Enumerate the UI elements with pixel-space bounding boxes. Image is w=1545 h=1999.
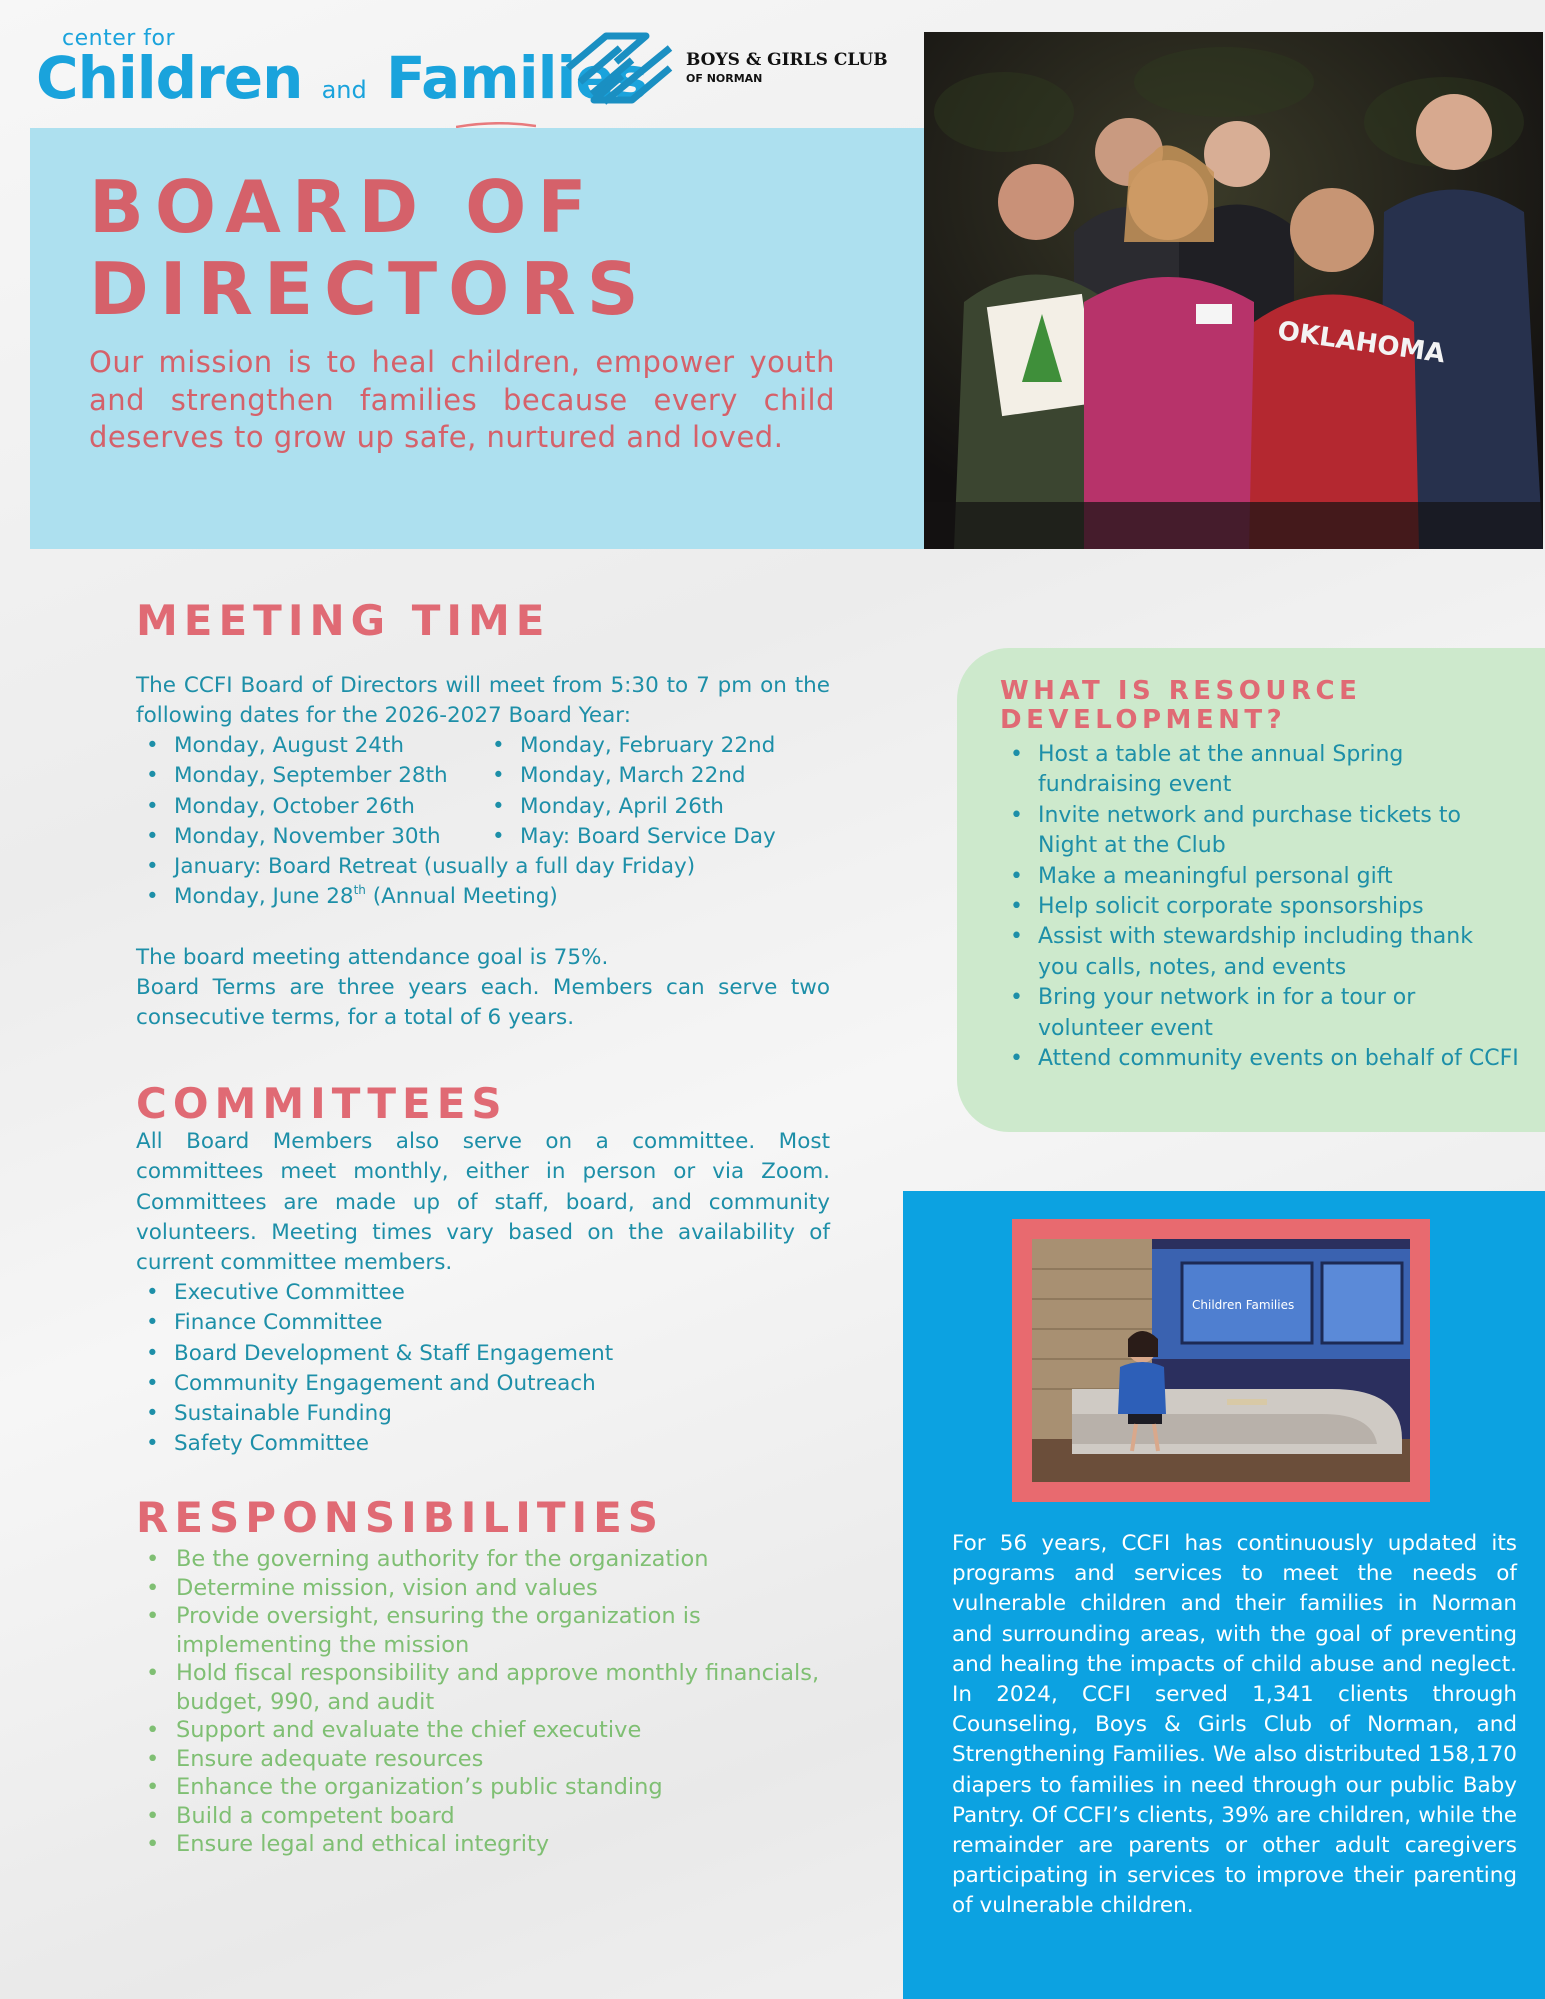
meeting-date: • May: Board Service Day xyxy=(482,822,832,852)
meeting-dates-right xyxy=(482,731,832,852)
responsibility-item: • Build a competent board xyxy=(136,1802,836,1831)
responsibility-item: • Hold fiscal responsibility and approve monthly financials, budget, 990, and audit xyxy=(136,1659,836,1716)
meeting-date: • Monday, March 22nd xyxy=(482,761,832,791)
board-group-photo xyxy=(924,32,1543,549)
attendance-goal: The board meeting attendance goal is 75%. xyxy=(136,945,609,970)
tv-screen-text: Children Families xyxy=(1192,1298,1295,1312)
meeting-date: • Monday, October 26th xyxy=(136,792,476,822)
bgc-hands-icon xyxy=(560,30,678,106)
meeting-dates-extra xyxy=(136,852,836,913)
bgc-name: BOYS & GIRLS CLUB xyxy=(686,50,888,70)
tv-studio-illustration xyxy=(1032,1239,1410,1482)
meeting-date: • Monday, November 30th xyxy=(136,822,476,852)
resource-item: • Help solicit corporate sponsorships xyxy=(1000,892,1520,922)
logo-children: Children xyxy=(36,44,303,112)
resource-development-card xyxy=(957,648,1545,1132)
resource-item: • Assist with stewardship including thank you calls, notes, and events xyxy=(1000,922,1520,983)
title-line-1: BOARD OF xyxy=(89,165,598,249)
resource-item: • Invite network and purchase tickets to Night at the Club xyxy=(1000,801,1520,862)
responsibility-item: • Ensure adequate resources xyxy=(136,1745,836,1774)
resource-list xyxy=(1000,740,1520,1074)
annual-meeting-suffix: th xyxy=(353,883,366,898)
responsibility-item: • Determine mission, vision and values xyxy=(136,1574,836,1603)
meeting-date: • Monday, August 24th xyxy=(136,731,476,761)
tv-photo-frame xyxy=(1012,1219,1430,1502)
meeting-date: • Monday, April 26th xyxy=(482,792,832,822)
board-photo-illustration xyxy=(924,32,1543,549)
committee-item: • Community Engagement and Outreach xyxy=(136,1369,830,1399)
logo-wordmark xyxy=(36,44,647,112)
hero-panel xyxy=(30,128,924,549)
bgc-logo xyxy=(560,30,900,110)
responsibility-item: • Be the governing authority for the organization xyxy=(136,1545,836,1574)
tv-studio-photo xyxy=(1032,1239,1410,1482)
bgc-sub: OF NORMAN xyxy=(686,72,763,85)
sweatshirt-text: OKLAHOMA xyxy=(1275,316,1447,370)
logo-center-for: center for xyxy=(62,26,176,51)
meeting-date: • Monday, September 28th xyxy=(136,761,476,791)
board-retreat-date: • January: Board Retreat (usually a full day Friday) xyxy=(136,852,836,882)
title-line-2: DIRECTORS xyxy=(89,247,650,331)
committee-item: • Board Development & Staff Engagement xyxy=(136,1339,830,1369)
committees-description: All Board Members also serve on a committee. Most committees meet monthly, either in person or via Zoom. Committees are made up of staff, board, and community volunteers. Meeting times vary based on the availability of current committee members. xyxy=(136,1129,830,1276)
annual-meeting-date xyxy=(136,882,836,912)
resource-heading-line-1: WHAT IS RESOURCE xyxy=(1000,676,1362,706)
logo-and: and xyxy=(321,76,367,104)
mission-statement: Our mission is to heal children, empower youth and strengthen families because every child deserves to grow up safe, nurtured and loved. xyxy=(89,345,835,454)
annual-meeting-label: (Annual Meeting) xyxy=(365,884,558,910)
resource-item: • Make a meaningful personal gift xyxy=(1000,862,1520,892)
responsibilities-list xyxy=(136,1545,836,1859)
responsibility-item: • Ensure legal and ethical integrity xyxy=(136,1830,836,1859)
committees-heading: COMMITTEES xyxy=(136,1079,508,1128)
meeting-intro: The CCFI Board of Directors will meet from 5:30 to 7 pm on the following dates for the 2026-2027 Board Year: xyxy=(136,673,830,729)
ccf-logo xyxy=(36,26,648,118)
resource-item: • Bring your network in for a tour or volunteer event xyxy=(1000,983,1520,1044)
meeting-dates-left xyxy=(136,731,476,852)
committee-item: • Sustainable Funding xyxy=(136,1399,830,1429)
resource-item: • Attend community events on behalf of CCFI xyxy=(1000,1044,1520,1074)
responsibilities-heading: RESPONSIBILITIES xyxy=(136,1493,665,1542)
resource-item: • Host a table at the annual Spring fundraising event xyxy=(1000,740,1520,801)
responsibility-item: • Support and evaluate the chief executive xyxy=(136,1716,836,1745)
annual-meeting-day: Monday, June 28 xyxy=(174,884,354,910)
committee-item: • Finance Committee xyxy=(136,1308,830,1338)
page-title xyxy=(89,166,789,330)
meeting-time-heading: MEETING TIME xyxy=(136,596,551,645)
logo-families: Families xyxy=(385,44,648,112)
board-terms: Board Terms are three years each. Members can serve two consecutive terms, for a total of 6 years. xyxy=(136,975,830,1031)
meeting-date: • Monday, February 22nd xyxy=(482,731,832,761)
resource-heading xyxy=(1000,677,1361,735)
responsibility-item: • Provide oversight, ensuring the organization is implementing the mission xyxy=(136,1602,836,1659)
responsibility-item: • Enhance the organization’s public standing xyxy=(136,1773,836,1802)
about-paragraph: For 56 years, CCFI has continuously updated its programs and services to meet the needs of vulnerable children and their families in Norman and surrounding areas, with the goal of preventing and healing the impacts of child abuse and neglect. In 2024, CCFI served 1,341 clients through Counseling, Boys & Girls Club of Norman, and Strengthening Families. We also distributed 158,170 diapers to families in need through our public Baby Pantry. Of CCFI’s clients, 39% are children, while the remainder are parents or other adult caregivers participating in services to improve their parenting of vulnerable children. xyxy=(952,1531,1517,1919)
committee-item: • Safety Committee xyxy=(136,1429,830,1459)
resource-heading-line-2: DEVELOPMENT? xyxy=(1000,705,1287,735)
committee-item: • Executive Committee xyxy=(136,1278,830,1308)
about-panel xyxy=(903,1191,1545,1999)
committee-list xyxy=(136,1278,830,1460)
